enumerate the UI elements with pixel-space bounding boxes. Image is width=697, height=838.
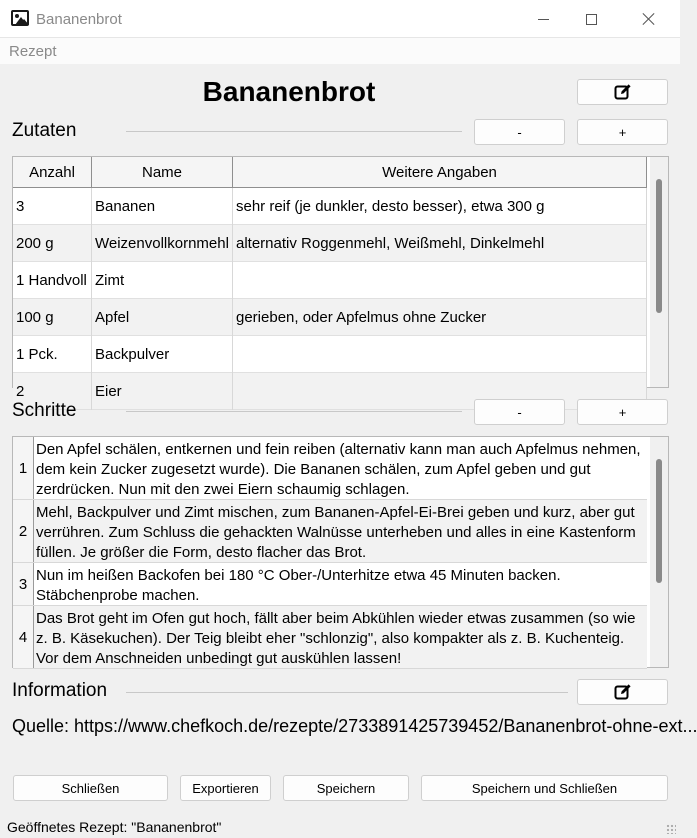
cell-name[interactable]: Backpulver bbox=[92, 336, 233, 373]
information-label: Information bbox=[12, 680, 108, 701]
add-step-button[interactable]: + bbox=[577, 399, 668, 425]
step-row[interactable] bbox=[13, 437, 647, 500]
ingredients-label: Zutaten bbox=[12, 120, 77, 141]
column-header-anzahl[interactable]: Anzahl bbox=[13, 157, 92, 188]
cell-name[interactable]: Bananen bbox=[92, 188, 233, 225]
remove-step-button[interactable]: - bbox=[474, 399, 565, 425]
cell-amount[interactable]: 100 g bbox=[13, 299, 92, 336]
cell-amount[interactable]: 2 bbox=[13, 373, 92, 410]
step-number[interactable]: 4 bbox=[13, 606, 34, 668]
edit-information-button[interactable] bbox=[577, 679, 668, 705]
menu-item-rezept[interactable]: Rezept bbox=[9, 43, 57, 60]
cell-amount[interactable]: 1 Handvoll bbox=[13, 262, 92, 299]
information-divider bbox=[126, 692, 568, 693]
maximize-icon bbox=[586, 14, 597, 25]
image-icon bbox=[11, 10, 29, 26]
ingredients-table bbox=[12, 156, 669, 400]
export-button[interactable]: Exportieren bbox=[180, 775, 271, 801]
table-row[interactable] bbox=[13, 188, 647, 225]
step-number[interactable]: 3 bbox=[13, 563, 34, 605]
step-text[interactable]: Das Brot geht im Ofen gut hoch, fällt aber beim Abkühlen wieder etwas zusammen (so wie z. B. Käsekuchen). Der Teig bleibt eher "schlonzig", also kompakter als z. B. Kuchenteig. Vor dem Anschneiden unbedingt gut auskühlen lassen! bbox=[36, 610, 636, 667]
step-row[interactable] bbox=[13, 500, 647, 563]
table-row[interactable] bbox=[13, 262, 647, 299]
table-row[interactable] bbox=[13, 336, 647, 373]
menu-bar bbox=[0, 38, 680, 64]
steps-scrollbar[interactable] bbox=[650, 437, 668, 667]
edit-icon bbox=[613, 682, 633, 702]
column-header-name[interactable]: Name bbox=[92, 157, 233, 188]
steps-label: Schritte bbox=[12, 400, 77, 421]
cell-amount[interactable]: 3 bbox=[13, 188, 92, 225]
column-header-angaben[interactable]: Weitere Angaben bbox=[233, 157, 647, 188]
table-row[interactable] bbox=[13, 225, 647, 262]
scrollbar-thumb[interactable] bbox=[656, 459, 662, 583]
status-text: Geöffnetes Rezept: "Bananenbrot" bbox=[7, 819, 222, 835]
cell-amount[interactable]: 1 Pck. bbox=[13, 336, 92, 373]
title-bar bbox=[0, 0, 680, 38]
ingredients-scrollbar[interactable] bbox=[650, 157, 668, 387]
source-text: Quelle: https://www.chefkoch.de/rezepte/2733891425739452/Bananenbrot-ohne-ext... bbox=[12, 716, 697, 736]
window-title: Bananenbrot bbox=[36, 11, 122, 28]
add-ingredient-button[interactable]: + bbox=[577, 119, 668, 145]
step-number[interactable]: 1 bbox=[13, 437, 34, 499]
maximize-button[interactable] bbox=[568, 0, 614, 38]
cell-amount[interactable]: 200 g bbox=[13, 225, 92, 262]
cell-name[interactable]: Weizenvollkornmehl bbox=[92, 225, 233, 262]
save-button[interactable]: Speichern bbox=[283, 775, 409, 801]
step-row[interactable] bbox=[13, 563, 647, 606]
resize-grip-icon[interactable] bbox=[666, 824, 676, 834]
save-and-close-button[interactable]: Speichern und Schließen bbox=[421, 775, 668, 801]
close-window-button[interactable] bbox=[626, 0, 672, 38]
cell-notes[interactable] bbox=[233, 336, 647, 373]
cell-notes[interactable] bbox=[233, 262, 647, 299]
remove-ingredient-button[interactable]: - bbox=[474, 119, 565, 145]
cell-notes[interactable]: gerieben, oder Apfelmus ohne Zucker bbox=[233, 299, 647, 336]
steps-table bbox=[12, 436, 669, 668]
step-text[interactable]: Den Apfel schälen, entkernen und fein reiben (alternativ kann man auch Apfelmus nehmen, dem kein Zucker zugesetzt wurde). Die Bananen schälen, zum Apfel geben und gut zerdrücken. Nun mit den zwei Eiern schaumig schlagen. bbox=[36, 441, 641, 498]
recipe-title: Bananenbrot bbox=[202, 76, 376, 107]
cell-name[interactable]: Eier bbox=[92, 373, 233, 410]
minimize-icon bbox=[538, 19, 549, 20]
cell-name[interactable]: Apfel bbox=[92, 299, 233, 336]
close-button[interactable]: Schließen bbox=[13, 775, 168, 801]
step-row[interactable] bbox=[13, 606, 647, 669]
cell-notes[interactable]: alternativ Roggenmehl, Weißmehl, Dinkelmehl bbox=[233, 225, 647, 262]
minimize-button[interactable] bbox=[520, 0, 566, 38]
scrollbar-thumb[interactable] bbox=[656, 179, 662, 313]
close-icon bbox=[642, 12, 656, 26]
step-text[interactable]: Mehl, Backpulver und Zimt mischen, zum Bananen-Apfel-Ei-Brei geben und kurz, aber gut verrühren. Zum Schluss die gehackten Walnüsse unterheben und alles in eine Kastenform füllen. Je größer die Form, desto flacher das Brot. bbox=[36, 504, 636, 561]
cell-notes[interactable]: sehr reif (je dunkler, desto besser), etwa 300 g bbox=[233, 188, 647, 225]
step-number[interactable]: 2 bbox=[13, 500, 34, 562]
step-text[interactable]: Nun im heißen Backofen bei 180 °C Ober-/Unterhitze etwa 45 Minuten backen. Stäbchenprobe machen. bbox=[36, 567, 561, 604]
edit-title-button[interactable] bbox=[577, 79, 668, 105]
cell-name[interactable]: Zimt bbox=[92, 262, 233, 299]
steps-divider bbox=[126, 411, 462, 412]
edit-icon bbox=[613, 82, 633, 102]
table-row[interactable] bbox=[13, 299, 647, 336]
ingredients-divider bbox=[126, 131, 462, 132]
